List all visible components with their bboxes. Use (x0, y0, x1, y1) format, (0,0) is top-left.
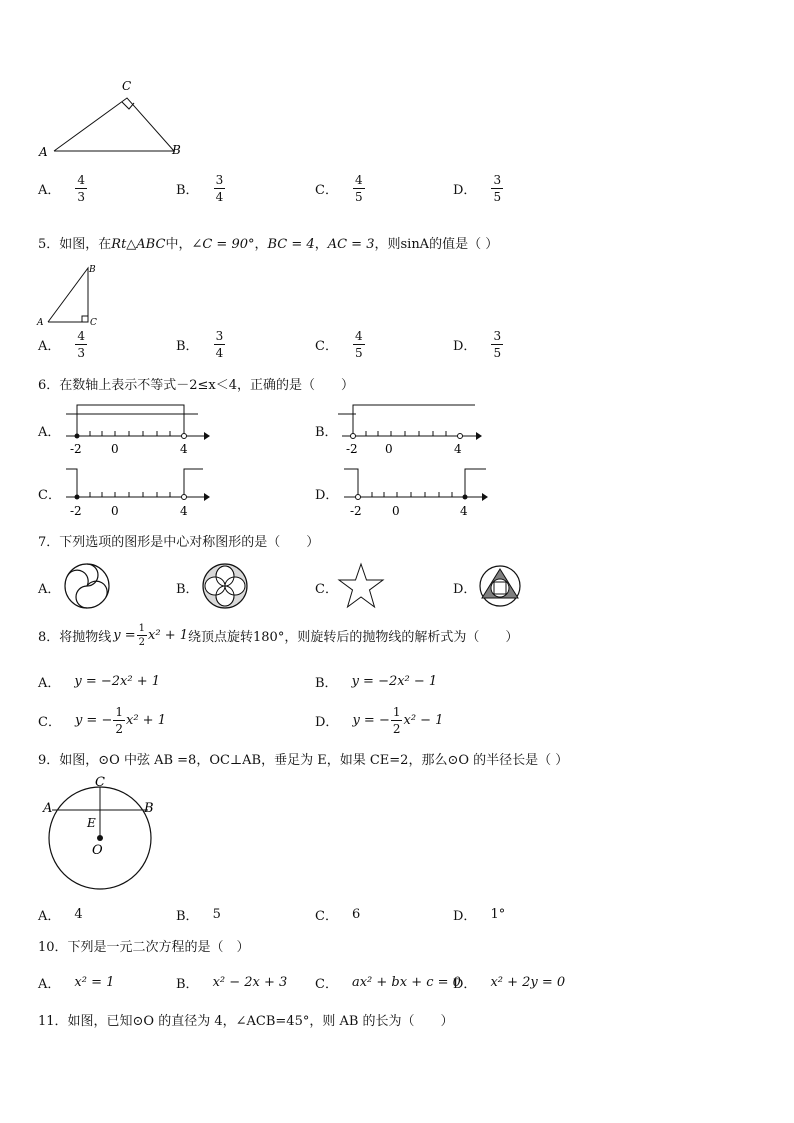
q4-vertex-b: B (172, 143, 181, 157)
option-label: A． (38, 183, 61, 198)
q5-vertex-a: A (37, 318, 44, 328)
fraction: $\frac{4}{3}$ (77, 173, 86, 204)
q10-question: 10．下列是一元二次方程的是（ ） (38, 940, 250, 955)
q9-option-a[interactable] (38, 905, 83, 924)
q9-question: 9．如图，⊙O 中弦 AB =8，OC⊥AB，垂足为 E，如果 CE=2，那么⊙O 的半径长是（ ） (38, 753, 569, 768)
option-label: D． (453, 977, 477, 992)
q5-option-a[interactable] (38, 328, 88, 361)
q8-question: 8．将抛物线 y = $\frac{1}{2}$ x² + 1 绕顶点旋转180°，则旋转后的抛物线的解析式为（ ） (38, 623, 519, 648)
q7-option-b-figure[interactable] (201, 562, 249, 610)
option-label: A． (38, 977, 61, 992)
q9-point-c: C (95, 775, 105, 790)
option-label: D． (453, 909, 477, 924)
q6-option-c-label[interactable]: C． (38, 488, 61, 503)
option-label: D． (453, 339, 477, 354)
q9-point-e: E (87, 816, 96, 830)
q5-vertex-b: B (89, 265, 96, 275)
tick-label: -2 (70, 442, 82, 456)
q10-option-a[interactable] (38, 973, 114, 992)
option-value: 5 (212, 907, 221, 922)
option-expr: x² + 2y = 0 (490, 975, 566, 990)
q8-option-b[interactable] (315, 672, 437, 691)
q7-option-a-label[interactable]: A． (38, 582, 61, 597)
option-label: C． (315, 909, 338, 924)
q5-question: 5．如图，在Rt△ABC中，∠C = 90°，BC = 4，AC = 3，则sinA的值是（ ） (38, 237, 499, 252)
q5-triangle-figure (34, 262, 104, 330)
q4-vertex-a: A (39, 145, 48, 159)
option-expr: x² − 2x + 3 (212, 975, 288, 990)
q11-question: 11．如图，已知⊙O 的直径为 4，∠ACB=45°，则 AB 的长为（ ） (38, 1014, 454, 1029)
q9-point-a: A (43, 801, 53, 816)
q4-option-b[interactable] (176, 172, 226, 205)
option-label: A． (38, 339, 61, 354)
option-label: C． (315, 339, 338, 354)
option-expr: y = −2x² − 1 (351, 674, 438, 689)
fraction: $\frac{4}{5}$ (354, 173, 363, 204)
option-value: 1° (490, 907, 506, 922)
fraction: $\frac{3}{4}$ (215, 329, 224, 360)
q7-option-d-figure[interactable] (478, 564, 522, 608)
tick-label: -2 (70, 504, 82, 518)
option-label: D． (315, 715, 339, 730)
q6-option-a-numberline[interactable] (60, 402, 210, 458)
option-label: B． (315, 676, 338, 691)
option-label: B． (176, 909, 199, 924)
q6-option-d-label[interactable]: D． (315, 488, 339, 503)
option-label: A． (38, 909, 61, 924)
q7-option-d-label[interactable]: D． (453, 582, 477, 597)
tick-label: -2 (346, 442, 358, 456)
fraction: $\frac{3}{5}$ (493, 173, 502, 204)
tick-label: 4 (460, 504, 468, 518)
tick-label: -2 (350, 504, 362, 518)
option-label: C． (38, 715, 61, 730)
option-expr: y = −2x² + 1 (74, 674, 161, 689)
q6-option-b-label[interactable]: B． (315, 425, 338, 440)
q7-question: 7．下列选项的图形是中心对称图形的是（ ） (38, 535, 320, 550)
q6-option-a-label[interactable]: A． (38, 425, 61, 440)
tick-label: 0 (111, 504, 119, 518)
q9-circle-figure (40, 772, 170, 896)
option-label: C． (315, 183, 338, 198)
q4-vertex-c: C (122, 79, 132, 93)
q7-option-a-figure[interactable] (63, 562, 111, 610)
option-label: A． (38, 676, 61, 691)
option-label: B． (176, 339, 199, 354)
q6-option-c-numberline[interactable] (60, 466, 210, 522)
tick-label: 0 (385, 442, 393, 456)
q5-option-d[interactable] (453, 328, 504, 361)
q8-option-c[interactable]: C． y = − $\frac{1}{2}$ x² + 1 (38, 705, 166, 736)
q5-option-b[interactable] (176, 328, 226, 361)
tick-label: 4 (454, 442, 462, 456)
fraction: $\frac{1}{2}$ (115, 705, 123, 736)
q4-option-a[interactable] (38, 172, 88, 205)
q10-option-c[interactable] (315, 973, 461, 992)
q6-question: 6．在数轴上表示不等式－2≤x＜4，正确的是（ ） (38, 378, 355, 393)
q5-option-c[interactable] (315, 328, 366, 361)
q7-option-b-label[interactable]: B． (176, 582, 199, 597)
option-expr: ax² + bx + c = 0 (351, 975, 461, 990)
option-label: B． (176, 183, 199, 198)
fraction: $\frac{4}{3}$ (77, 329, 86, 360)
fraction: $\frac{4}{5}$ (354, 329, 363, 360)
fraction: $\frac{1}{2}$ (392, 705, 401, 736)
q10-option-b[interactable] (176, 973, 287, 992)
q8-option-d[interactable]: D． y = − $\frac{1}{2}$ x² − 1 (315, 705, 444, 736)
q8-option-a[interactable] (38, 672, 160, 691)
q6-option-d-numberline[interactable] (336, 466, 492, 522)
q10-option-d[interactable] (453, 973, 565, 992)
fraction: $\frac{3}{4}$ (215, 173, 224, 204)
q9-option-b[interactable] (176, 905, 221, 924)
option-value: 4 (74, 907, 83, 922)
option-expr: x² = 1 (74, 975, 115, 990)
tick-label: 4 (180, 442, 188, 456)
tick-label: 0 (392, 504, 400, 518)
option-label: B． (176, 977, 199, 992)
q4-triangle-figure (34, 76, 194, 162)
option-label: C． (315, 977, 338, 992)
q7-option-c-label[interactable]: C． (315, 582, 338, 597)
fraction: $\frac{3}{5}$ (493, 329, 502, 360)
tick-label: 4 (180, 504, 188, 518)
q5-vertex-c: C (90, 318, 97, 328)
tick-label: 0 (111, 442, 119, 456)
q9-option-d[interactable] (453, 905, 505, 924)
fraction: $\frac{1}{2}$ (138, 623, 146, 648)
q9-option-c[interactable] (315, 905, 360, 924)
q6-option-b-numberline[interactable] (336, 402, 486, 458)
q7-option-c-star-figure[interactable] (337, 562, 385, 610)
q4-option-d[interactable] (453, 172, 504, 205)
option-label: D． (453, 183, 477, 198)
option-value: 6 (351, 907, 361, 922)
q9-point-b: B (144, 801, 154, 816)
q9-point-o: O (92, 843, 103, 858)
q4-option-c[interactable] (315, 172, 366, 205)
